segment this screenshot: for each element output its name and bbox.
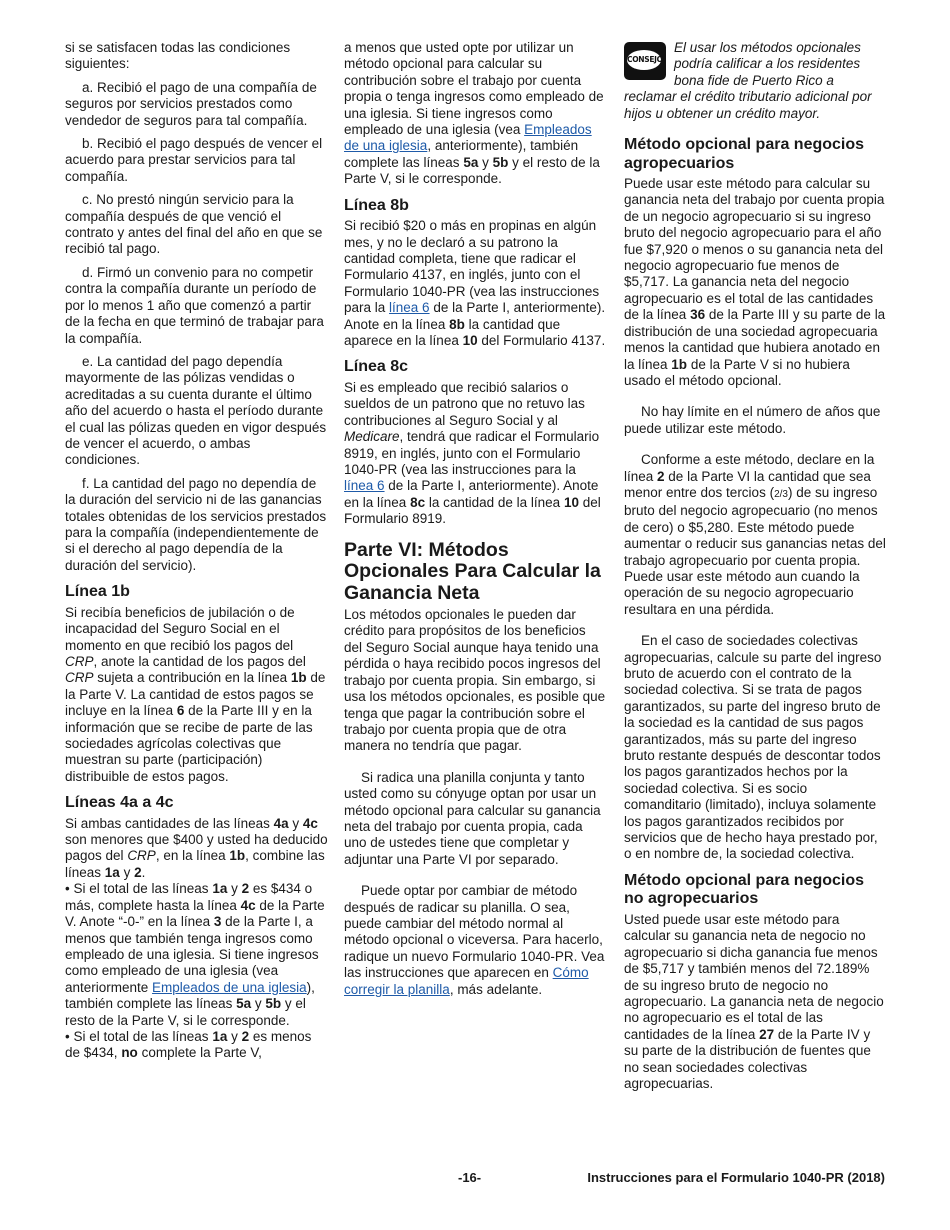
paragraph: si se satisfacen todas las condiciones siguientes: — [65, 40, 291, 72]
column-2 — [344, 40, 606, 1005]
paragraph: Si recibió $20 o más en propinas en algún mes, y no le declaró a su patrono la cantidad completa, tiene que radicar el Formulario 4137, en inglés, junto con el Formulario 1040-PR (vea las instrucciones para la línea 6 de la Parte I, anteriormente). Anote en la línea 8b la cantidad que aparece en la línea 10 del Formulario 4137. — [344, 218, 606, 348]
paragraph: No hay límite en el número de años que puede utilizar este método. — [624, 404, 881, 436]
paragraph: a menos que usted opte por utilizar un método opcional para calcular su contribución sobre el trabajo por cuenta propia o tenga ingresos como empleado de una iglesia. Si tiene ingresos como empleado de una iglesia (vea Empleados de una iglesia, anteriormente), también complete las líneas 5a y 5b y el resto de la Parte V, si le corresponde. — [344, 40, 604, 187]
bullet-item: • Si el total de las líneas 1a y 2 es $434 o más, complete hasta la línea 4c de la Parte V. Anote “-0-” en la línea 3 de la Parte I, a menos que también tenga ingresos como empleado de una iglesia. Si tiene ingresos como empleado de una iglesia (vea anteriormente Empleados de una iglesia), también complete las líneas 5a y 5b y el resto de la Parte V, si le corresponde. — [65, 881, 325, 1028]
list-item: a. Recibió el pago de una compañía de seguros por servicios prestados como vendedor de seguros para tal compañía. — [65, 79, 317, 128]
heading-lineas-4a-4c: Líneas 4a a 4c — [65, 794, 174, 812]
paragraph: Puede optar por cambiar de método después de radicar su planilla. O sea, puede cambiar del método normal al método opcional o viceversa. Para hacerlo, radique un nuevo Formulario 1040-PR. Vea las instrucciones que aparecen en Cómo corregir la planilla, más adelante. — [344, 883, 605, 997]
list-item: b. Recibió el pago después de vencer el acuerdo para prestar servicios para tal compañía. — [65, 136, 323, 184]
heading-linea-8b: Línea 8b — [344, 196, 409, 214]
paragraph: Usted puede usar este método para calcular su ganancia neta de negocio no agropecuario si dicha ganancia fue menos de $5,717 y también menos del 72.189% de su ingreso bruto de negocio no agropecuario. La ganancia neta de negocio no agropecuario es el total de las cantidades de la línea 27 de la Parte IV y su parte de la distribución de fuentes que no sean sociedades colectivas agropecuarias. — [624, 911, 884, 1091]
paragraph: Puede usar este método para calcular su ganancia neta del trabajo por cuenta propia de un negocio agropecuario si su ingreso bruto del negocio agropecuario para el año fue $7,920 o menos o su ganancia neta del negocio agropecuario fue menos de $5,717. La ganancia neta del negocio agropecuario es el total de las cantidades de la línea 36 de la Parte III y su parte de la distribución de una sociedad agropecuaria menos la cantidad que hubiera anotado en la línea 1b de la Parte V si no hubiera usado el método opcional. — [624, 176, 886, 388]
list-item: c. No prestó ningún servicio para la compañía después de que venció el contrato y antes del final del año en que se recibió tal pago. — [65, 192, 323, 257]
tip-text: El usar los métodos opcionales podría calificar a los residentes bona fide de Puerto Rico a reclamar el crédito tributario adicional por hijos u obtener un crédito mayor. — [624, 40, 872, 121]
list-item: e. La cantidad del pago dependía mayormente de las pólizas vendidas o acreditadas a su cuenta durante el último año del acuerdo o hasta el período durante el cual las pólizas queden en vigor después de vencer el acuerdo, o ambas condiciones. — [65, 353, 327, 468]
link-como-corregir[interactable]: Cómo corregir la planilla — [344, 965, 589, 997]
bullet-item: • Si el total de las líneas 1a y 2 es menos de $434, no complete la Parte V, — [65, 1028, 312, 1061]
heading-linea-1b: Línea 1b — [65, 583, 130, 601]
list-item: d. Firmó un convenio para no competir contra la compañía durante un período de por lo menos 1 año que comenzó a partir de la fecha en que terminó de trabajar para la compañía. — [65, 264, 324, 346]
tip-box — [624, 40, 886, 122]
heading-linea-8c: Línea 8c — [344, 358, 409, 376]
link-empleados-iglesia[interactable]: Empleados de una iglesia — [152, 979, 307, 995]
paragraph: Si recibía beneficios de jubilación o de incapacidad del Seguro Social en el momento en que recibió los pagos del CRP, anote la cantidad de los pagos del CRP sujeta a contribución en la línea 1b de la Parte V. La cantidad de estos pagos se incluye en la línea 6 de la Parte III y en la información que se recibe de parte de las sociedades agrícolas colectivas que muestran su parte (participación) distribuible de estos pagos. — [65, 604, 326, 784]
paragraph: Si radica una planilla conjunta y tanto usted como su cónyuge optan por usar un método opcional para calcular su ganancia neta del trabajo por cuenta propia, cada uno de ustedes tiene que completar y adjuntar una Parte VI por separado. — [344, 769, 601, 867]
paragraph: Si ambas cantidades de las líneas 4a y 4c son menores que $400 y usted ha deducido pagos del CRP, en la línea 1b, combine las líneas 1a y 2. — [65, 815, 328, 880]
link-linea-6[interactable]: línea 6 — [344, 478, 385, 494]
paragraph: Los métodos opcionales le pueden dar crédito para propósitos de los beneficios del Seguro Social aunque haya tenido una pérdida o haya recibido pocos ingresos del trabajo por cuenta propia. Sin embargo, si usa los métodos opcionales, es posible que tenga que pagar la contribución sobre el trabajo por cuenta propia que de otra manera no tendría que pagar. — [344, 607, 606, 754]
paragraph: En el caso de sociedades colectivas agropecuarias, calcule su parte del ingreso bruto de acuerdo con el contrato de la sociedad colectiva. Si se trata de pagos garantizados, su parte del ingreso bruto de la sociedad es la cantidad de sus pagos garantizados, más su parte del ingreso bruto restante después de descontar todos los pagos garantizados hechos por la sociedad colectiva. Si es socio comanditario (limitado), incluya solamente los pagos garantizados recibidos por servicios que de hecho haya prestado por, o en nombre de, la sociedad colectiva. — [624, 633, 882, 862]
consejo-icon — [624, 42, 666, 80]
column-3 — [624, 40, 886, 1099]
column-1 — [65, 40, 328, 1069]
footer-title: Instrucciones para el Formulario 1040-PR (2018) — [587, 1170, 885, 1185]
link-empleados-iglesia[interactable]: Empleados de una iglesia — [344, 122, 592, 154]
list-item: f. La cantidad del pago no dependía de la duración del servicio ni de las ganancias totales obtenidas de los servicios prestados para la compañía (independientemente de si el derecho al pago dependía de la duración del servicio). — [65, 475, 327, 573]
page-number: -16- — [458, 1170, 482, 1185]
heading-metodo-agropecuario: Método opcional para negocios agropecuarios — [624, 136, 865, 172]
paragraph: Conforme a este método, declare en la línea 2 de la Parte VI la cantidad que sea menor entre dos tercios (2/3) de su ingreso bruto del negocio agropecuario (no menos de cero) o $5,280. Este método puede aumentar o reducir sus ganancias netas del trabajo agropecuario por cuenta propia. Puede usar este método aun cuando la operación de su negocio agropecuario resultara en una pérdida. — [624, 452, 886, 617]
heading-metodo-no-agropecuario: Método opcional para negocios no agropecuarios — [624, 871, 865, 908]
paragraph: Si es empleado que recibió salarios o sueldos de un patrono que no retuvo las contribuciones al Seguro Social y al Medicare, tendrá que radicar el Formulario 8919, en inglés, junto con el Formulario 1040-PR (vea las instrucciones para la línea 6 de la Parte I, anteriormente). Anote en la línea 8c la cantidad de la línea 10 del Formulario 8919. — [344, 379, 601, 527]
link-linea-6[interactable]: línea 6 — [389, 300, 430, 316]
consejo-label: CONSEJO — [627, 50, 661, 70]
heading-parte-vi: Parte VI: Métodos Opcionales Para Calcular la Ganancia Neta — [344, 538, 601, 604]
